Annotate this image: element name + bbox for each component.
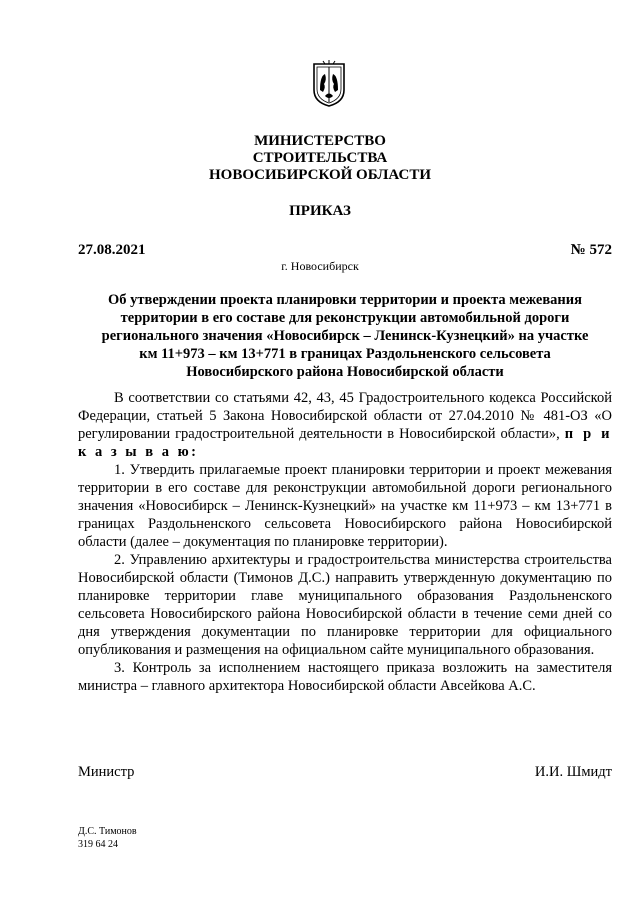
item-2-paragraph: 2. Управлению архитектуры и градостроительства министерства строительства Новосибирской области (Тимонов Д.С.) направить утвержденную документацию по планировке территории главе муниципального образования Раздольненского сельсовета Новосибирского района Новосибирской области в течение семи дней со дня утверждения документации по планировке территории для официального опубликования и размещения на официальном сайте муниципального образования. [78,552,612,658]
coat-of-arms-icon [311,60,347,108]
prikazyvayu-word: п р и к а з ы в а ю [78,426,613,460]
document-type-title: ПРИКАЗ [289,203,351,219]
item-1-paragraph: 1. Утвердить прилагаемые проект планировки территории и проект межевания территории в его составе для реконструкции автомобильной дороги регионального значения «Новосибирск – Ленинск-Кузнецкий» на участке км 11+973 – км 13+771 в границах Раздольненского сельсовета Новосибирского района Новосибирской области (далее – документация по планировке территории). [78,462,612,550]
signatory-name: И.И. Шмидт [534,764,612,780]
preamble-paragraph [78,389,612,461]
subject-line-3: регионального значения «Новосибирск – Ленинск-Кузнецкий» на участке [101,328,589,344]
ministry-line-1: МИНИСТЕРСТВО [254,133,386,149]
order-number: № 572 [570,242,612,258]
signatory-position: Министр [78,764,135,780]
subject-line-1: Об утверждении проекта планировки территории и проекта межевания [108,292,582,308]
subject-line-4: км 11+973 – км 13+771 в границах Раздольненского сельсовета [139,346,551,362]
order-date: 27.08.2021 [78,242,146,258]
executor-phone: 319 64 24 [78,839,118,850]
preamble-text: В соответствии со статьями 42, 43, 45 Градостроительного кодекса Российской Федерации, статьей 5 Закона Новосибирской области от 27.04.2010 № 481-ОЗ «О регулировании градостроительной деятельности в Новосибирской области», [78,390,612,442]
ministry-line-2: СТРОИТЕЛЬСТВА [252,150,388,166]
executor-name: Д.С. Тимонов [78,826,137,837]
prikazyvayu-colon: : [191,444,197,460]
subject-line-5: Новосибирского района Новосибирской области [186,364,504,380]
order-city: г. Новосибирск [281,259,359,273]
ministry-name [0,133,640,184]
order-body [78,389,612,695]
order-subject [78,291,612,381]
executor-info [78,825,137,851]
item-3-paragraph: 3. Контроль за исполнением настоящего приказа возложить на заместителя министра – главного архитектора Новосибирской области Авсейкова А.С. [78,660,612,694]
ministry-line-3: НОВОСИБИРСКОЙ ОБЛАСТИ [208,167,432,183]
subject-line-2: территории в его составе для реконструкции автомобильной дороги [120,310,570,326]
